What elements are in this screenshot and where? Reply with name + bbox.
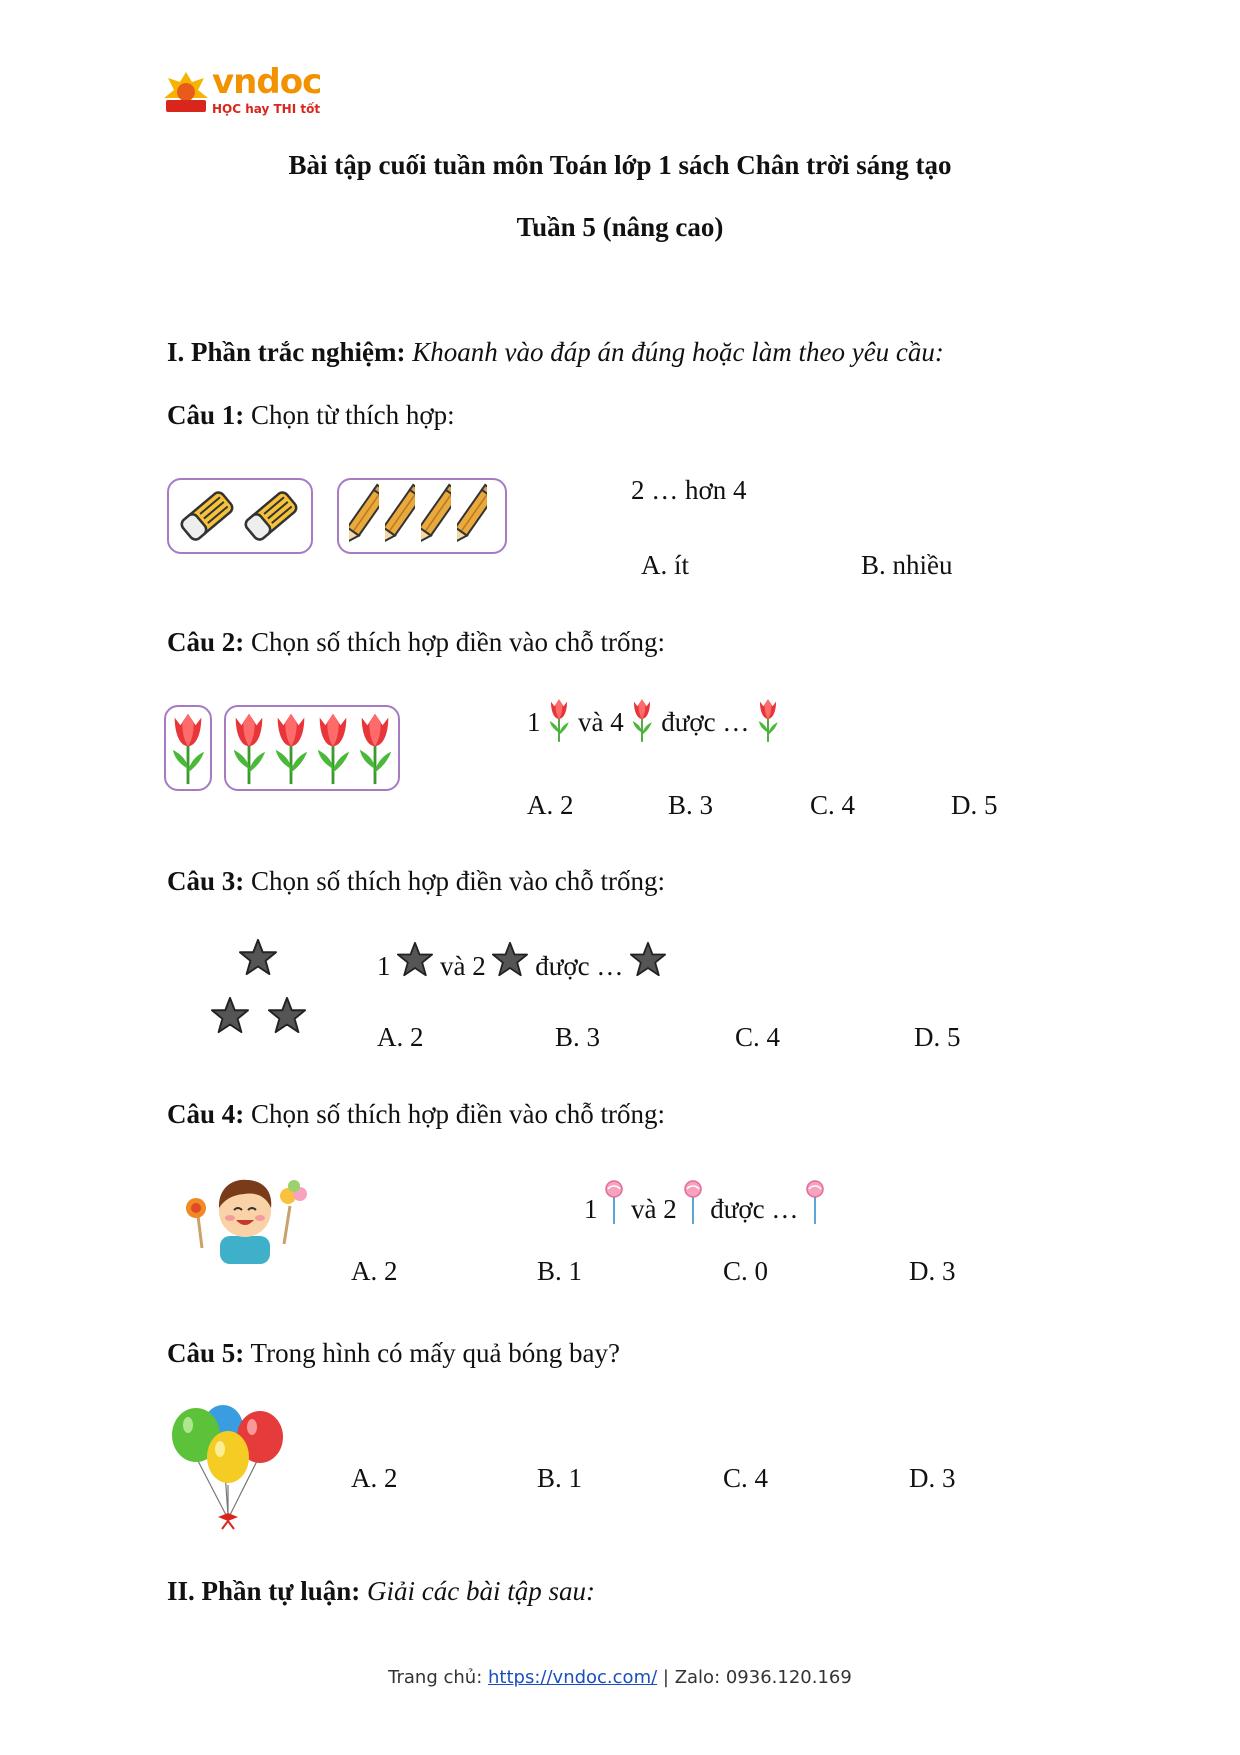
question-2-option-c[interactable]: C. 4 [810,790,856,820]
logo [162,62,322,120]
pencil-icon [349,481,379,551]
question-4-prompt-part: 1 [584,1194,598,1224]
section-2-instruction: Giải các bài tập sau: [367,1576,595,1606]
footer-prefix: Trang chủ: [388,1667,483,1688]
question-1-prompt: 2 … hơn 4 [631,475,747,505]
star-icon [239,938,277,976]
question-4-prompt-part: được … [710,1194,799,1224]
pencils-frame [337,478,507,554]
question-3-option-a[interactable]: A. 2 [377,1022,424,1052]
question-2-prompt-part: 1 [527,707,541,737]
star-icon [268,996,306,1034]
question-1-label: Câu 1: [167,400,245,430]
tulip-icon [272,710,310,786]
question-4-text: Chọn số thích hợp điền vào chỗ trống: [251,1099,665,1129]
balloons-icon [168,1405,288,1530]
question-5-option-a[interactable]: A. 2 [351,1463,398,1493]
lollipop-icon [604,1180,624,1224]
question-2-prompt [527,697,780,743]
four-tulips-frame [224,705,400,791]
question-3-label: Câu 3: [167,866,245,896]
question-4-option-d[interactable]: D. 3 [909,1256,956,1286]
question-1-text: Chọn từ thích hợp: [251,400,455,430]
question-3-prompt-part: và 2 [440,951,486,981]
question-5 [167,1338,620,1369]
tulip-icon [169,710,207,786]
boy-with-lollipops-icon [180,1166,310,1266]
pencil-icon [385,481,415,551]
question-4-prompt [584,1180,825,1225]
question-3-text: Chọn số thích hợp điền vào chỗ trống: [251,866,665,896]
question-1-option-b[interactable]: B. nhiều [861,550,953,580]
section-2-heading [167,1576,595,1607]
tulip-icon [314,710,352,786]
logo-name: vndoc [212,62,322,102]
footer [0,1667,1240,1688]
question-5-option-d[interactable]: D. 3 [909,1463,956,1493]
question-4-prompt-part: và 2 [631,1194,677,1224]
section-1-heading [167,337,944,368]
question-2-prompt-part: được … [661,707,750,737]
single-tulip-frame [164,705,212,791]
lollipop-icon [683,1180,703,1224]
page-subtitle: Tuần 5 (nâng cao) [516,212,724,242]
tulip-icon [356,710,394,786]
question-3-option-c[interactable]: C. 4 [735,1022,781,1052]
question-4-option-b[interactable]: B. 1 [537,1256,583,1286]
question-3-prompt-part: 1 [377,951,391,981]
tulip-icon [630,697,654,743]
question-3-prompt-part: được … [535,951,624,981]
pencil-icon [421,481,451,551]
pencil-icon [457,481,487,551]
question-1-option-a[interactable]: A. ít [641,550,690,580]
question-2-option-d[interactable]: D. 5 [951,790,998,820]
section-1-instruction: Khoanh vào đáp án đúng hoặc làm theo yêu cầu: [412,337,944,367]
question-1 [167,400,455,431]
question-3-prompt [377,941,666,982]
eraser-icon [177,486,237,546]
section-1-title: I. Phần trắc nghiệm: [167,337,406,367]
question-3-option-d[interactable]: D. 5 [914,1022,961,1052]
star-icon [492,941,528,977]
question-4 [167,1099,665,1130]
section-2-title: II. Phần tự luận: [167,1576,361,1606]
logo-mascot-icon [162,68,210,118]
lollipop-icon [805,1180,825,1224]
footer-homepage-link[interactable]: https://vndoc.com/ [488,1667,658,1688]
erasers-frame [167,478,313,554]
question-5-option-c[interactable]: C. 4 [723,1463,769,1493]
question-2-text: Chọn số thích hợp điền vào chỗ trống: [251,627,665,657]
tulip-icon [756,697,780,743]
star-icon [630,941,666,977]
tulip-icon [230,710,268,786]
question-2-option-a[interactable]: A. 2 [527,790,574,820]
question-4-label: Câu 4: [167,1099,245,1129]
question-3-option-b[interactable]: B. 3 [555,1022,601,1052]
question-4-option-a[interactable]: A. 2 [351,1256,398,1286]
question-2 [167,627,665,658]
star-icon [397,941,433,977]
question-4-option-c[interactable]: C. 0 [723,1256,769,1286]
question-5-label: Câu 5: [167,1338,245,1368]
question-5-text: Trong hình có mấy quả bóng bay? [250,1338,620,1368]
star-icon [211,996,249,1034]
question-2-label: Câu 2: [167,627,245,657]
page-title: Bài tập cuối tuần môn Toán lớp 1 sách Chân trời sáng tạo [288,150,952,180]
question-5-option-b[interactable]: B. 1 [537,1463,583,1493]
question-3 [167,866,665,897]
footer-contact: | Zalo: 0936.120.169 [662,1667,852,1688]
question-2-prompt-part: và 4 [578,707,624,737]
question-2-option-b[interactable]: B. 3 [668,790,714,820]
tulip-icon [547,697,571,743]
logo-tagline: HỌC hay THI tốt [212,102,321,116]
eraser-icon [241,486,301,546]
